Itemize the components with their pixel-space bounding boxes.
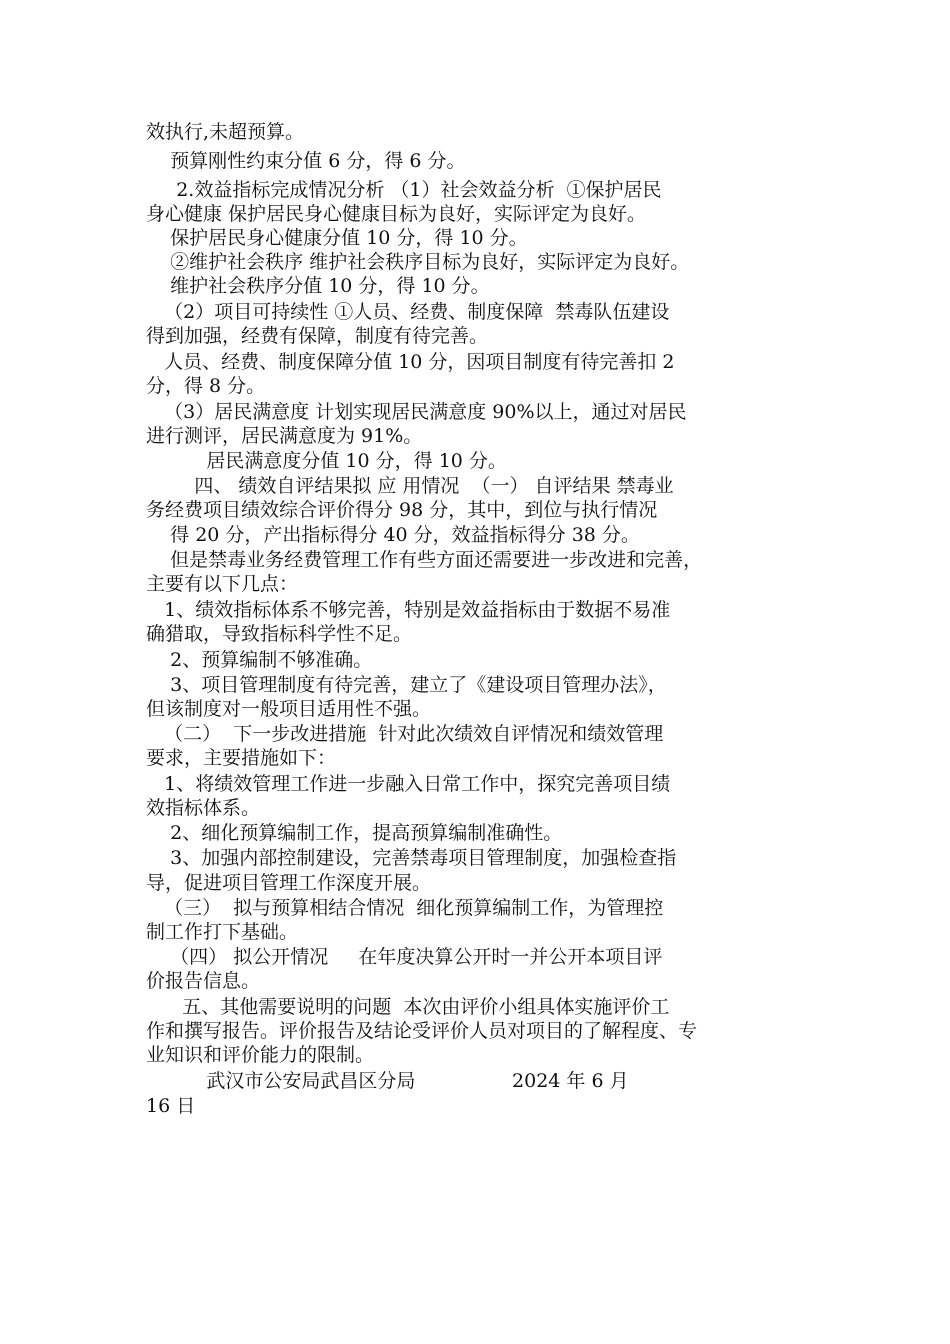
text-line: 导，促进项目管理工作深度开展。	[146, 872, 432, 894]
text-line: 但是禁毒业务经费管理工作有些方面还需要进一步改进和完善，	[146, 549, 703, 571]
text-line: 价报告信息。	[146, 970, 261, 992]
text-line: （二） 下一步改进措施 针对此次绩效自评情况和绩效管理	[146, 723, 664, 745]
text-line: 居民满意度分值 10 分，得 10 分。	[146, 450, 507, 472]
text-line: （三） 拟与预算相结合情况 细化预算编制工作，为管理控	[146, 897, 664, 919]
text-line: 分，得 8 分。	[146, 375, 266, 397]
text-line: 维护社会秩序分值 10 分，得 10 分。	[146, 275, 490, 297]
text-line: （2）项目可持续性 ①人员、经费、制度保障 禁毒队伍建设	[146, 301, 670, 323]
text-line: 身心健康 保护居民身心健康目标为良好，实际评定为良好。	[146, 203, 647, 225]
text-line: 五、其他需要说明的问题 本次由评价小组具体实施评价工	[146, 996, 670, 1018]
text-line: 1、将绩效管理工作进一步融入日常工作中，探究完善项目绩	[146, 773, 671, 795]
text-line: 主要有以下几点：	[146, 573, 299, 595]
text-line: 业知识和评价能力的限制。	[146, 1044, 375, 1066]
text-line: （四） 拟公开情况 在年度决算公开时一并公开本项目评	[146, 946, 663, 968]
text-line: 确猎取，导致指标科学性不足。	[146, 623, 413, 645]
text-line: 作和撰写报告。评价报告及结论受评价人员对项目的了解程度、专	[146, 1020, 698, 1042]
text-line: 制工作打下基础。	[146, 921, 299, 943]
text-line: 3、项目管理制度有待完善，建立了《建设项目管理办法》，	[146, 674, 667, 696]
text-line: 但该制度对一般项目适用性不强。	[146, 698, 432, 720]
text-line: 2、细化预算编制工作，提高预算编制准确性。	[146, 822, 563, 844]
text-line: 要求，主要措施如下：	[146, 747, 337, 769]
text-line: 务经费项目绩效综合评价得分 98 分，其中，到位与执行情况	[146, 499, 658, 521]
text-line: 2、预算编制不够准确。	[146, 649, 373, 671]
text-line: 2.效益指标完成情况分析 （1）社会效益分析 ①保护居民	[146, 179, 662, 201]
text-line: 保护居民身心健康分值 10 分，得 10 分。	[146, 227, 528, 249]
text-line: 3、加强内部控制建设，完善禁毒项目管理制度，加强检查指	[146, 847, 677, 869]
text-line: 进行测评，居民满意度为 91%。	[146, 425, 423, 447]
text-line: 得到加强，经费有保障，制度有待完善。	[146, 325, 489, 347]
text-line: （3）居民满意度 计划实现居民满意度 90%以上，通过对居民	[146, 401, 687, 423]
text-line: 人员、经费、制度保障分值 10 分，因项目制度有待完善扣 2	[146, 351, 675, 373]
text-line: 预算刚性约束分值 6 分，得 6 分。	[146, 150, 466, 172]
text-line: 效指标体系。	[146, 797, 261, 819]
text-line: 四、 绩效自评结果拟 应 用情况 （一） 自评结果 禁毒业	[146, 475, 674, 497]
text-line: ②维护社会秩序 维护社会秩序目标为良好，实际评定为良好。	[146, 251, 690, 273]
signature-line: 武汉市公安局武昌区分局 2024 年 6 月	[146, 1070, 629, 1092]
date-line: 16 日	[146, 1095, 196, 1117]
text-line: 效执行,未超预算。	[146, 121, 305, 143]
text-line: 得 20 分，产出指标得分 40 分，效益指标得分 38 分。	[146, 524, 640, 546]
text-line: 1、绩效指标体系不够完善，特别是效益指标由于数据不易准	[146, 599, 671, 621]
